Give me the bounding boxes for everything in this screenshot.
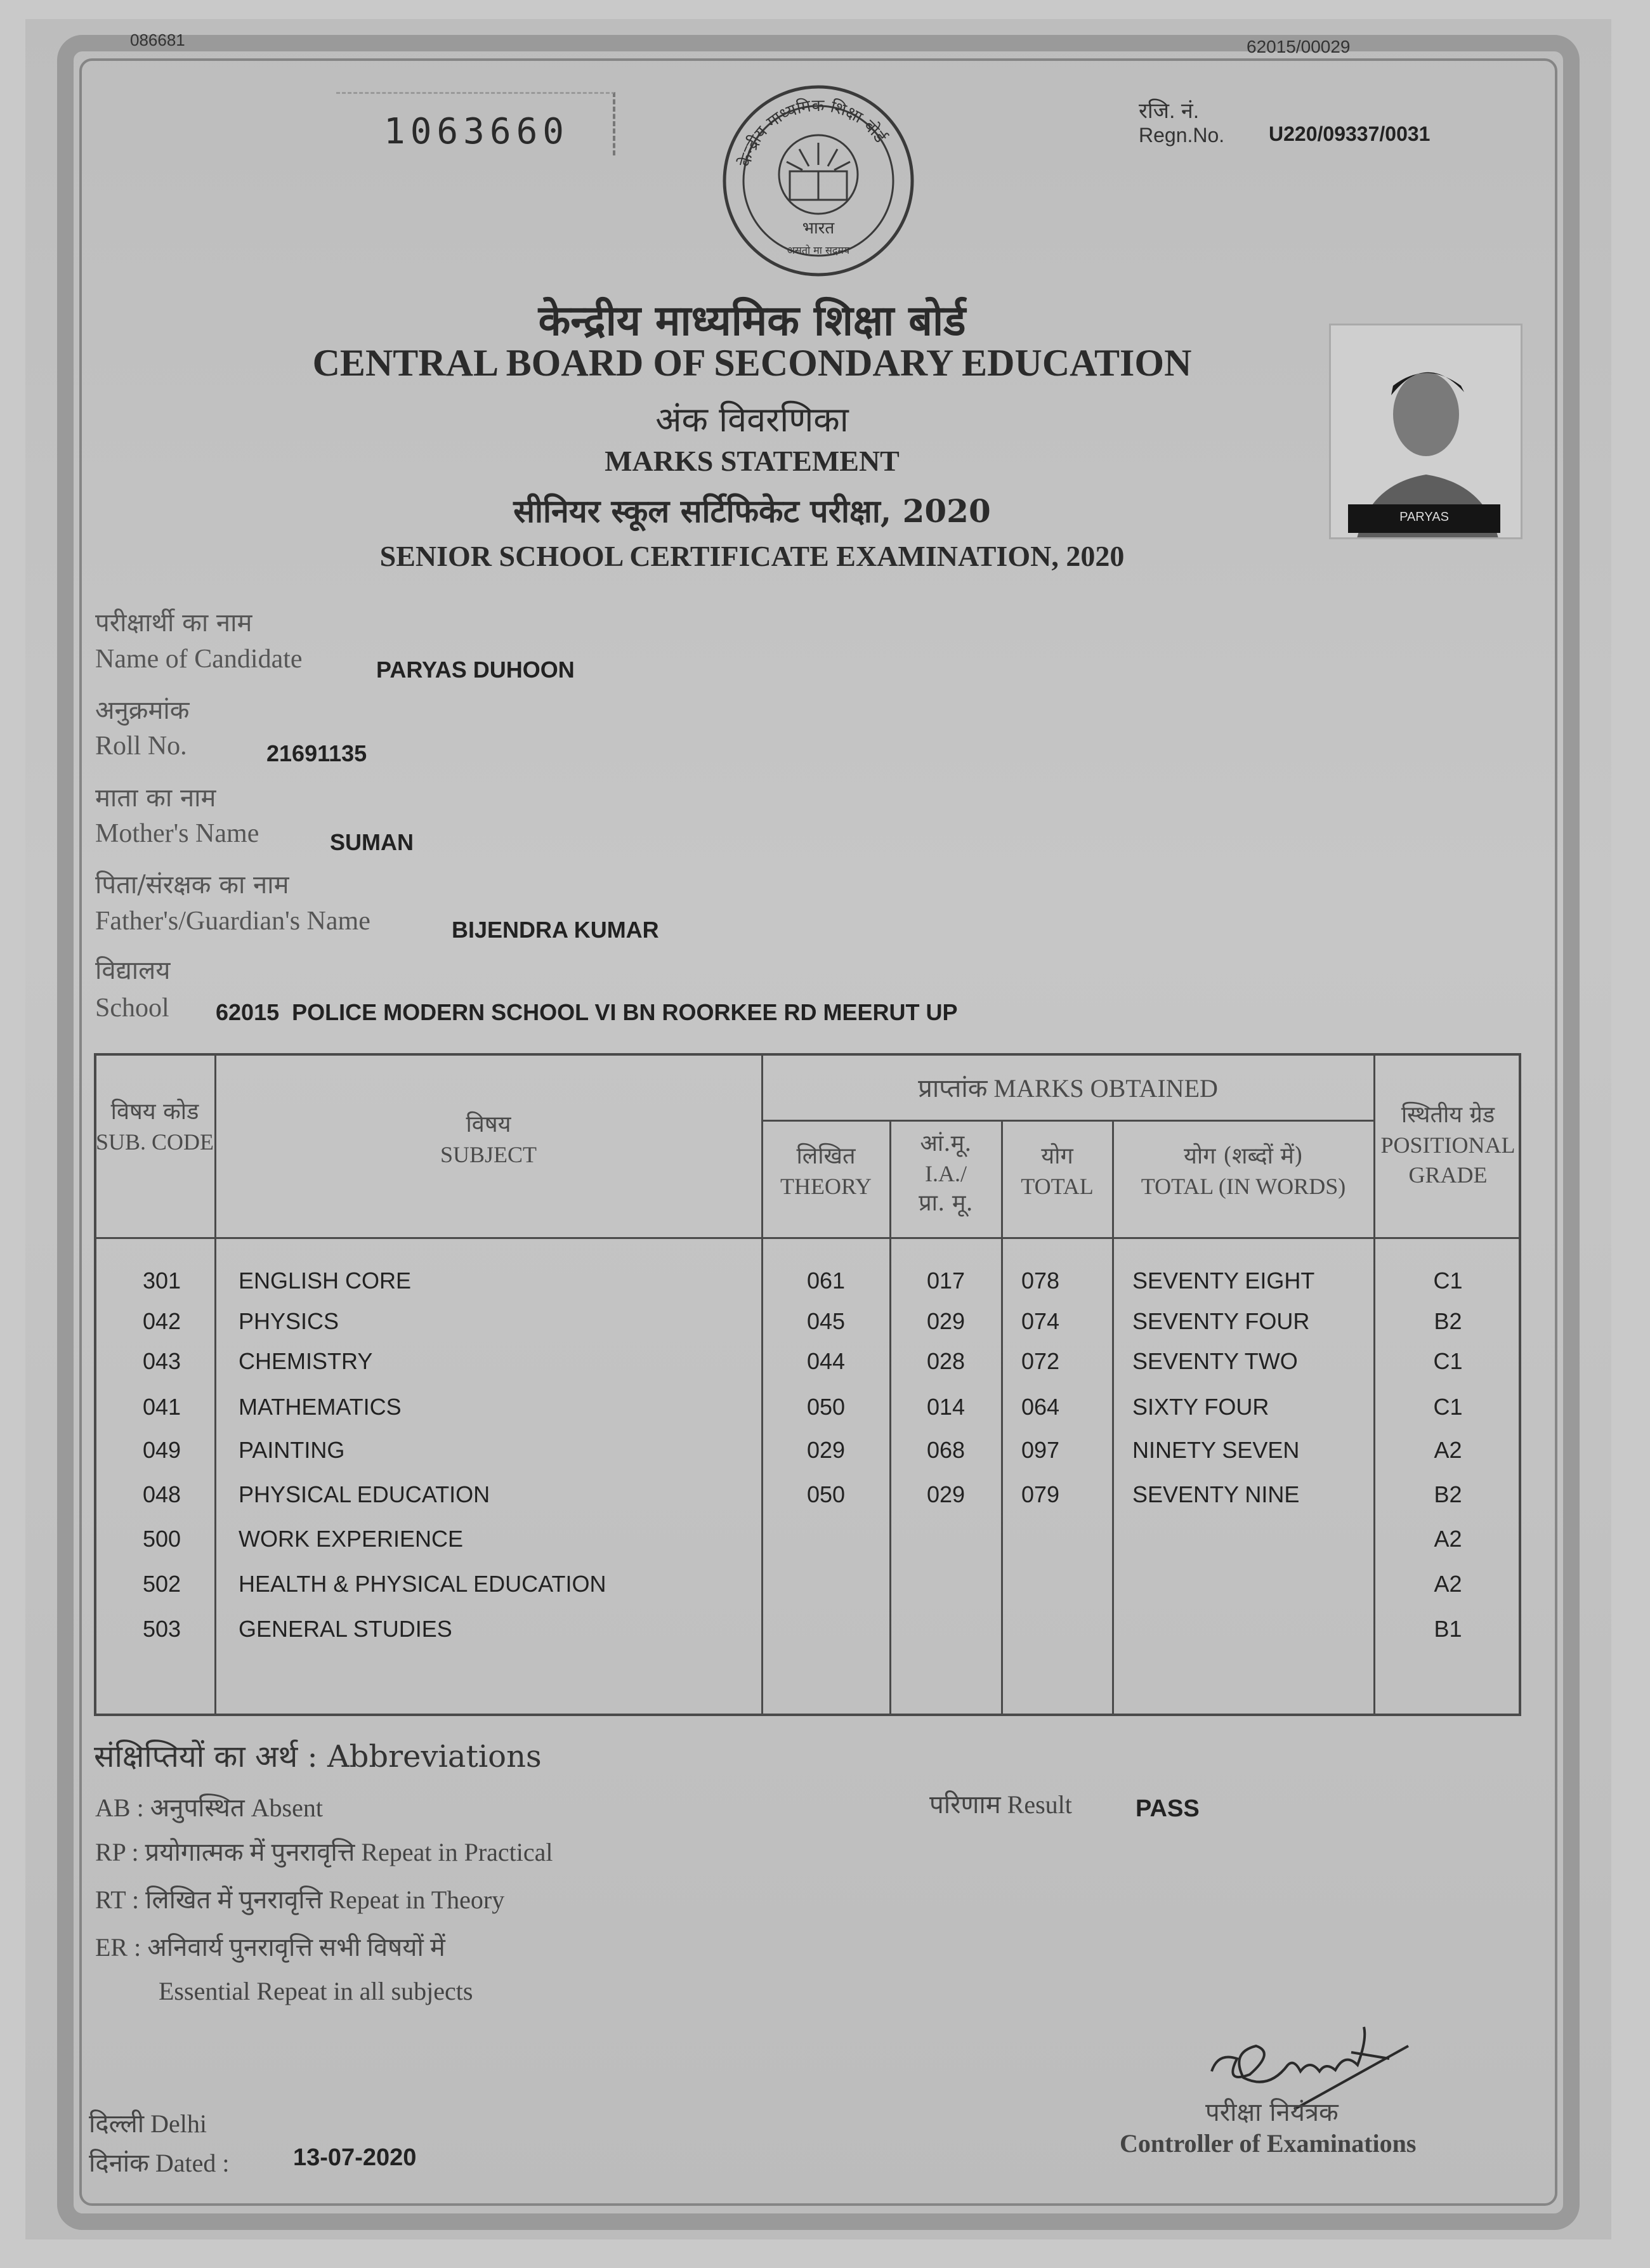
- controller-label-hi: परीक्षा नियंत्रक: [1205, 2098, 1339, 2127]
- table-divider: [1112, 1120, 1114, 1716]
- doc-title-hi: अंक विवरणिका: [655, 400, 849, 440]
- father-label-en: Father's/Guardian's Name: [95, 907, 370, 936]
- row-grade: A2: [1434, 1571, 1462, 1597]
- row-total: 078: [1021, 1268, 1060, 1294]
- doc-title-en: MARKS STATEMENT: [605, 445, 900, 477]
- header-ia-en: I.A./: [925, 1160, 967, 1186]
- header-total-hi: योग: [1041, 1143, 1073, 1169]
- header-words-en: TOTAL (IN WORDS): [1141, 1173, 1346, 1199]
- mother-label-hi: माता का नाम: [95, 783, 216, 813]
- header-grade-en: POSITIONAL: [1380, 1132, 1516, 1158]
- row-ia: 068: [926, 1437, 966, 1463]
- row-words: SIXTY FOUR: [1132, 1394, 1269, 1420]
- school-name: 62015 POLICE MODERN SCHOOL VI BN ROORKEE RD MEERUT UP: [216, 999, 958, 1025]
- candidate-name: PARYAS DUHOON: [376, 657, 575, 683]
- father-label-hi: पिता/संरक्षक का नाम: [95, 870, 289, 900]
- row-total: 064: [1021, 1394, 1060, 1420]
- exam-title-hi: सीनियर स्कूल सर्टिफिकेट परीक्षा, 2020: [513, 492, 991, 530]
- row-grade: A2: [1434, 1437, 1462, 1463]
- row-words: SEVENTY TWO: [1132, 1348, 1298, 1374]
- row-grade: C1: [1433, 1268, 1463, 1294]
- row-subject: ENGLISH CORE: [239, 1268, 412, 1294]
- exam-title-en: SENIOR SCHOOL CERTIFICATE EXAMINATION, 2020: [379, 540, 1125, 572]
- header-code-en: SUB. CODE: [95, 1129, 214, 1155]
- table-divider: [94, 1237, 1521, 1239]
- row-code: 049: [142, 1437, 181, 1463]
- row-ia: 014: [926, 1394, 966, 1420]
- row-words: SEVENTY FOUR: [1132, 1308, 1310, 1334]
- row-total: 074: [1021, 1308, 1060, 1334]
- row-grade: C1: [1433, 1348, 1463, 1374]
- table-divider: [761, 1120, 1373, 1122]
- row-grade: B2: [1434, 1308, 1462, 1334]
- abbreviations-title: संक्षिप्तियों का अर्थ : Abbreviations: [94, 1739, 542, 1774]
- row-total: 072: [1021, 1348, 1060, 1374]
- row-subject: PAINTING: [239, 1437, 345, 1463]
- row-ia: 029: [926, 1481, 966, 1507]
- row-theory: 061: [806, 1268, 846, 1294]
- regn-number: U220/09337/0031: [1269, 122, 1431, 145]
- row-grade: C1: [1433, 1394, 1463, 1420]
- place: दिल्ली Delhi: [89, 2109, 207, 2138]
- row-code: 301: [142, 1268, 181, 1294]
- row-theory: 044: [806, 1348, 846, 1374]
- row-code: 041: [142, 1394, 181, 1420]
- row-ia: 028: [926, 1348, 966, 1374]
- row-theory: 050: [806, 1481, 846, 1507]
- abbr-repeat-theory: RT : लिखित में पुनरावृत्ति Repeat in Theory: [95, 1885, 505, 1914]
- roll-label-en: Roll No.: [95, 731, 187, 761]
- header-theory-en: THEORY: [780, 1173, 872, 1199]
- roll-number: 21691135: [266, 740, 367, 766]
- seal-bottom-text: भारत: [802, 219, 835, 238]
- header-marks-obtained: प्राप्तांक MARKS OBTAINED: [918, 1074, 1218, 1103]
- header-code-hi: विषय कोड: [110, 1099, 199, 1125]
- row-words: SEVENTY NINE: [1132, 1481, 1300, 1507]
- serial-number: 086681: [130, 30, 185, 49]
- row-code: 500: [142, 1526, 181, 1552]
- row-theory: 029: [806, 1437, 846, 1463]
- name-label-en: Name of Candidate: [95, 645, 303, 674]
- row-subject: WORK EXPERIENCE: [239, 1526, 464, 1552]
- result-label: परिणाम Result: [929, 1790, 1072, 1819]
- header-ia-hi2: प्रा. मू.: [919, 1190, 973, 1216]
- school-label-en: School: [95, 993, 169, 1023]
- row-ia: 017: [926, 1268, 966, 1294]
- dated-value: 13-07-2020: [293, 2144, 417, 2171]
- header-ia-hi: आं.मू.: [920, 1131, 972, 1157]
- header-grade-en2: GRADE: [1408, 1162, 1488, 1188]
- name-label-hi: परीक्षार्थी का नाम: [95, 608, 252, 638]
- row-grade: A2: [1434, 1526, 1462, 1552]
- school-label-hi: विद्यालय: [95, 956, 171, 985]
- header-theory-hi: लिखित: [796, 1143, 856, 1169]
- row-words: NINETY SEVEN: [1132, 1437, 1300, 1463]
- mother-name: SUMAN: [330, 829, 414, 855]
- regn-label-hi: रजि. नं.: [1139, 99, 1200, 123]
- header-total-en: TOTAL: [1021, 1173, 1094, 1199]
- dated-label: दिनांक Dated :: [89, 2149, 230, 2177]
- row-ia: 029: [926, 1308, 966, 1334]
- school-reference: 62015/00029: [1247, 37, 1351, 56]
- seal-motto: असतो मा सद्गमय: [787, 244, 850, 256]
- mother-label-en: Mother's Name: [95, 819, 259, 848]
- certificate-number: 1063660: [384, 111, 570, 152]
- row-code: 502: [142, 1571, 181, 1597]
- row-theory: 050: [806, 1394, 846, 1420]
- roll-label-hi: अनुक्रमांक: [95, 696, 190, 725]
- header-subject-en: SUBJECT: [440, 1141, 537, 1167]
- row-subject: PHYSICS: [239, 1308, 339, 1334]
- abbr-absent: AB : अनुपस्थित Absent: [95, 1793, 323, 1822]
- row-code: 503: [142, 1616, 181, 1642]
- regn-label-en: Regn.No.: [1139, 124, 1225, 147]
- row-words: SEVENTY EIGHT: [1132, 1268, 1315, 1294]
- result-value: PASS: [1136, 1795, 1200, 1822]
- row-grade: B1: [1434, 1616, 1462, 1642]
- controller-label-en: Controller of Examinations: [1120, 2129, 1417, 2158]
- row-subject: CHEMISTRY: [239, 1348, 373, 1374]
- row-code: 043: [142, 1348, 181, 1374]
- header-grade-hi: स्थितीय ग्रेड: [1401, 1102, 1495, 1128]
- photo-caption: PARYAS: [1348, 504, 1500, 533]
- abbr-repeat-practical: RP : प्रयोगात्मक में पुनरावृत्ति Repeat in Practical: [95, 1838, 553, 1866]
- row-code: 048: [142, 1481, 181, 1507]
- board-name-en: CENTRAL BOARD OF SECONDARY EDUCATION: [312, 342, 1192, 384]
- row-code: 042: [142, 1308, 181, 1334]
- father-name: BIJENDRA KUMAR: [452, 917, 659, 943]
- row-theory: 045: [806, 1308, 846, 1334]
- abbr-essential-repeat: ER : अनिवार्य पुनरावृत्ति सभी विषयों में: [95, 1933, 445, 1962]
- abbr-essential-repeat-en: Essential Repeat in all subjects: [159, 1977, 473, 2005]
- cbse-seal-icon: [720, 82, 917, 279]
- row-subject: PHYSICAL EDUCATION: [239, 1481, 490, 1507]
- header-words-hi: योग (शब्दों में): [1184, 1143, 1303, 1169]
- header-subject-hi: विषय: [466, 1111, 511, 1137]
- row-total: 079: [1021, 1481, 1060, 1507]
- board-name-hi: केन्द्रीय माध्यमिक शिक्षा बोर्ड: [538, 296, 966, 345]
- row-total: 097: [1021, 1437, 1060, 1463]
- seal-ring-text: केन्द्रीय माध्यमिक शिक्षा बोर्ड: [735, 96, 890, 169]
- row-subject: MATHEMATICS: [239, 1394, 402, 1420]
- row-grade: B2: [1434, 1481, 1462, 1507]
- row-subject: HEALTH & PHYSICAL EDUCATION: [239, 1571, 606, 1597]
- row-subject: GENERAL STUDIES: [239, 1616, 452, 1642]
